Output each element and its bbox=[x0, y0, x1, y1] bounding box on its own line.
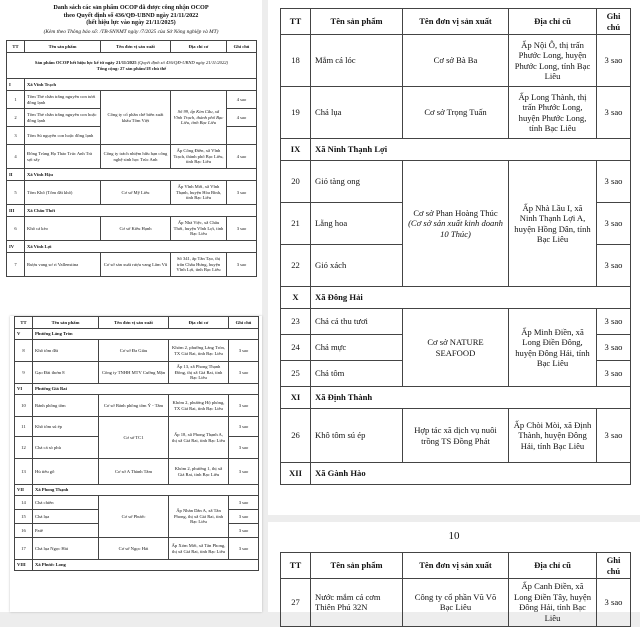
group-name: Phường Láng Tròn bbox=[33, 329, 259, 340]
col-header-producer: Tên đơn vị sản xuất bbox=[99, 317, 169, 329]
row-tt: 12 bbox=[15, 437, 33, 459]
group-name: Xã Ninh Thạnh Lợi bbox=[311, 139, 631, 161]
row-product: Tôm Thẻ chân trắng nguyên con tươi đông lạnh bbox=[25, 91, 101, 109]
group-row bbox=[15, 329, 259, 340]
col-header-tt: TT bbox=[281, 9, 311, 35]
row-address: Ấp Công Điền, xã Vĩnh Trạch, thành phố Bạc Liêu, tỉnh Bạc Liêu bbox=[171, 145, 227, 169]
row-address: Ấp 18, xã Phong Thạnh A, thị xã Giá Rai, tỉnh Bạc Liêu bbox=[169, 417, 229, 459]
row-tt: 27 bbox=[281, 579, 311, 626]
table-row bbox=[281, 579, 631, 626]
col-header-tt: TT bbox=[7, 41, 25, 53]
row-product: Chả lụa bbox=[311, 87, 403, 139]
row-product: Giỏ tàng ong bbox=[311, 161, 403, 203]
table-row bbox=[281, 87, 631, 139]
row-producer: Công ty cổ phần chế biến xuất khẩu Tôm Việt bbox=[101, 91, 171, 145]
row-product: Rượu vang sơ ri Vallenstina bbox=[25, 253, 101, 277]
row-producer: Cơ sở A Thành Tâm bbox=[99, 459, 169, 485]
row-tt: 6 bbox=[7, 217, 25, 241]
group-name: Xã Châu Thới bbox=[25, 205, 257, 217]
row-note: 3 sao bbox=[227, 217, 257, 241]
row-tt: 16 bbox=[15, 524, 33, 538]
row-tt: 2 bbox=[7, 109, 25, 127]
row-tt: 1 bbox=[7, 91, 25, 109]
row-address: Khóm 2, phường Hộ phòng, TX Giá Rai, tỉnh Bạc Liêu bbox=[169, 395, 229, 417]
row-product: Khô tôm đất bbox=[33, 340, 99, 362]
summary-line-1-decision: (Quyết định số 436/QĐ-UBND ngày 21/11/2022) bbox=[136, 59, 229, 65]
col-header-producer: Tên đơn vị sản xuất bbox=[403, 9, 509, 35]
row-note: 3 sao bbox=[229, 496, 259, 510]
row-producer: Công ty TNHH MTV Cường Mận bbox=[99, 362, 169, 384]
col-header-note: Ghi chú bbox=[597, 9, 631, 35]
row-address: Khóm 2, phường Láng Tròn, TX Giá Rai, tỉnh Bạc Liêu bbox=[169, 340, 229, 362]
doc-title-line-3: (hết hiệu lực vào ngày 21/11/2025) bbox=[86, 19, 176, 27]
row-producer: Cơ sở Ngọc Hải bbox=[99, 538, 169, 560]
group-tt: I bbox=[7, 79, 25, 91]
row-note: 3 sao bbox=[227, 253, 257, 277]
row-tt: 24 bbox=[281, 335, 311, 361]
row-tt: 17 bbox=[15, 538, 33, 560]
row-tt: 21 bbox=[281, 203, 311, 245]
row-product: Tôm Thẻ chân trắng nguyên con hoặc đông lạnh bbox=[25, 109, 101, 127]
row-product: Tôm Khô (Tôm đất khô) bbox=[25, 181, 101, 205]
group-row bbox=[281, 463, 631, 485]
row-note: 3 sao bbox=[597, 245, 631, 287]
right-document-page-2 bbox=[268, 522, 640, 623]
table-row bbox=[281, 161, 631, 203]
col-header-address: Địa chỉ cơ bbox=[171, 41, 227, 53]
row-tt: 19 bbox=[281, 87, 311, 139]
row-product: Chả cá sò phù bbox=[33, 437, 99, 459]
row-product: Khô tôm sú ép bbox=[311, 409, 403, 463]
group-tt: XI bbox=[281, 387, 311, 409]
col-header-note: Ghi chú bbox=[597, 553, 631, 579]
row-note: 3 sao bbox=[229, 362, 259, 384]
row-note: 3 sao bbox=[229, 524, 259, 538]
row-producer: Công ty trách nhiệm hữu hạn công nghệ sinh học Trúc Anh bbox=[101, 145, 171, 169]
group-name: Xã Vĩnh Trạch bbox=[25, 79, 257, 91]
row-tt: 3 bbox=[7, 127, 25, 145]
row-producer: Cơ sở TC1 bbox=[99, 417, 169, 459]
row-note: 3 sao bbox=[597, 409, 631, 463]
row-product: Hủ tiếu gõ bbox=[33, 459, 99, 485]
row-product: Giỏ xách bbox=[311, 245, 403, 287]
row-tt: 20 bbox=[281, 161, 311, 203]
row-producer: Cơ sở Kiều Hạnh bbox=[101, 217, 171, 241]
row-note: 3 sao bbox=[597, 361, 631, 387]
table-row bbox=[15, 417, 259, 437]
row-note: 3 sao bbox=[229, 437, 259, 459]
row-note: 4 sao bbox=[227, 109, 257, 127]
row-note: 3 sao bbox=[597, 203, 631, 245]
table-row bbox=[15, 395, 259, 417]
table-row bbox=[15, 362, 259, 384]
row-note: 3 sao bbox=[597, 161, 631, 203]
group-name: Xã Đông Hải bbox=[311, 287, 631, 309]
group-row bbox=[281, 139, 631, 161]
table-row bbox=[281, 309, 631, 335]
group-tt: VIII bbox=[15, 560, 33, 571]
row-producer: Cơ sở Mỹ Liêu bbox=[101, 181, 171, 205]
row-product: Khô tôm sú ép bbox=[33, 417, 99, 437]
table-row bbox=[7, 217, 257, 241]
col-header-product: Tên sản phẩm bbox=[311, 553, 403, 579]
table-row bbox=[15, 538, 259, 560]
row-tt: 26 bbox=[281, 409, 311, 463]
group-row bbox=[15, 384, 259, 395]
producer-name: Cơ sở Phan Hoàng Thúc bbox=[413, 207, 498, 218]
group-tt: X bbox=[281, 287, 311, 309]
col-header-tt: TT bbox=[281, 553, 311, 579]
row-address: Ấp Nhà Lầu I, xã Ninh Thạnh Lợi A, huyện Hồng Dân, tỉnh Bạc Liêu bbox=[509, 161, 597, 287]
row-product: Khô cá kèo bbox=[25, 217, 101, 241]
row-tt: 5 bbox=[7, 181, 25, 205]
row-product: Mắm cá lóc bbox=[311, 35, 403, 87]
row-address: Ấp Chòi Mòi, xã Định Thành, huyện Đông Hải, tỉnh Bạc Liêu bbox=[509, 409, 597, 463]
row-tt: 15 bbox=[15, 510, 33, 524]
col-header-product: Tên sản phẩm bbox=[25, 41, 101, 53]
row-address: Ấp Nhàn Dân A, xã Tân Phong, thị xã Giá Rai, tỉnh Bạc Liêu bbox=[169, 496, 229, 538]
summary-line-2: Tổng cộng: 27 sản phẩm/18 chủ thể bbox=[96, 65, 167, 71]
doc-title-line-1: Danh sách các sản phẩm OCOP đã được công nhận OCOP bbox=[53, 4, 209, 11]
group-tt: IV bbox=[7, 241, 25, 253]
row-note bbox=[227, 127, 257, 145]
row-address: Số 99, ấp Kim Cầu, xã Vĩnh Trạch, thành phố Bạc Liêu, tỉnh Bạc Liêu bbox=[171, 91, 227, 145]
row-tt: 9 bbox=[15, 362, 33, 384]
row-product: Lẵng hoa bbox=[311, 203, 403, 245]
row-producer: Hợp tác xã dịch vụ nuôi trồng TS Đồng Phát bbox=[403, 409, 509, 463]
row-tt: 11 bbox=[15, 417, 33, 437]
table-row bbox=[281, 409, 631, 463]
row-address: Ấp Vĩnh Mới, xã Vĩnh Thạnh, huyện Hòa Bình, tỉnh Bạc Liêu bbox=[171, 181, 227, 205]
table-row bbox=[7, 181, 257, 205]
row-producer: Cơ sở NATURE SEAFOOD bbox=[403, 309, 509, 387]
col-header-producer: Tên đơn vị sản xuất bbox=[101, 41, 171, 53]
group-name: Xã Vĩnh Hậu bbox=[25, 169, 257, 181]
doc-title-line-2: theo Quyết định số 436/QĐ-UBND ngày 21/11/2022 bbox=[63, 11, 199, 19]
row-product: Chả cá thu tươi bbox=[311, 309, 403, 335]
group-tt: IX bbox=[281, 139, 311, 161]
row-note: 3 sao bbox=[597, 35, 631, 87]
group-row bbox=[15, 485, 259, 496]
row-product: Đông Trùng Hạ Thảo Trúc Anh Trà sợi sấy bbox=[25, 145, 101, 169]
row-note: 3 sao bbox=[597, 335, 631, 361]
row-product: Chả lụa bbox=[33, 510, 99, 524]
row-address: Ấp Long Thành, thị trấn Phước Long, huyện Phước Long, tỉnh Bạc Liêu bbox=[509, 87, 597, 139]
group-tt: VII bbox=[15, 485, 33, 496]
row-tt: 22 bbox=[281, 245, 311, 287]
page-number: 10 bbox=[448, 530, 460, 542]
row-address: Số 341, ấp Tân Tạo, thị trấn Châu Hưng, huyện Vĩnh Lợi, tỉnh Bạc Liêu bbox=[171, 253, 227, 277]
group-tt: VI bbox=[15, 384, 33, 395]
row-tt: 13 bbox=[15, 459, 33, 485]
row-producer: Cơ sở sản xuất rượu vang Lâm Vũ bbox=[101, 253, 171, 277]
row-producer: Cơ sở Bánh phồng tôm Ý - Tâm bbox=[99, 395, 169, 417]
table-row bbox=[15, 340, 259, 362]
col-header-producer: Tên đơn vị sản xuất bbox=[403, 553, 509, 579]
row-tt: 23 bbox=[281, 309, 311, 335]
ocop-table-right bbox=[280, 8, 631, 485]
group-tt: XII bbox=[281, 463, 311, 485]
row-note: 3 sao bbox=[229, 510, 259, 524]
row-note: 3 sao bbox=[229, 340, 259, 362]
group-row bbox=[7, 169, 257, 181]
table-row bbox=[281, 35, 631, 87]
group-name: Xã Phước Long bbox=[33, 560, 259, 571]
row-tt: 14 bbox=[15, 496, 33, 510]
table-row bbox=[7, 91, 257, 109]
row-product: Chả chiên bbox=[33, 496, 99, 510]
group-name: Xã Phong Thạnh bbox=[33, 485, 259, 496]
group-tt: II bbox=[7, 169, 25, 181]
ocop-table-left-bottom bbox=[14, 316, 259, 571]
row-product: Nước mắm cá cơm Thiên Phú 32N bbox=[311, 579, 403, 626]
row-tt: 18 bbox=[281, 35, 311, 87]
row-product: Gạo Đài thơm 8 bbox=[33, 362, 99, 384]
row-address: Ấp 13, xã Phong Thạnh Đông, thị xã Giá Rai, tỉnh Bạc Liêu bbox=[169, 362, 229, 384]
row-producer: Cơ sở Phước bbox=[99, 496, 169, 538]
row-note: 3 sao bbox=[229, 538, 259, 560]
summary-line-1: Sản phẩm OCOP hết hiệu lực kể từ ngày 21/11/2025 bbox=[34, 59, 137, 65]
row-address: Ấp Minh Điền, xã Long Điền Đông, huyện Đông Hải, tỉnh Bạc Liêu bbox=[509, 309, 597, 387]
left-document-page-2 bbox=[10, 316, 262, 612]
row-address: Ấp Nhà Việc, xã Châu Thới, huyện Vĩnh Lợi, tỉnh Bạc Liêu bbox=[171, 217, 227, 241]
row-producer: Cơ sở Bà Ba bbox=[403, 35, 509, 87]
row-note: 3 sao bbox=[597, 87, 631, 139]
group-name: Xã Gành Hào bbox=[311, 463, 631, 485]
row-address: Ấp Xóm Mới, xã Tân Phong, thị xã Giá Rai, tỉnh Bạc Liêu bbox=[169, 538, 229, 560]
col-header-note: Ghi chú bbox=[229, 317, 259, 329]
col-header-address: Địa chỉ cũ bbox=[509, 553, 597, 579]
group-row bbox=[7, 241, 257, 253]
row-product: Chả tôm bbox=[311, 361, 403, 387]
row-address: Ấp Canh Điền, xã Long Điền Tây, huyện Đông Hải, tỉnh Bạc Liêu bbox=[509, 579, 597, 626]
row-producer: Cơ sở Trọng Tuấn bbox=[403, 87, 509, 139]
row-note: 3 sao bbox=[229, 395, 259, 417]
summary-cell bbox=[7, 53, 257, 79]
row-note: 3 sao bbox=[597, 579, 631, 626]
row-tt: 8 bbox=[15, 340, 33, 362]
row-note: 3 sao bbox=[227, 181, 257, 205]
row-address: Ấp Nội Ô, thị trấn Phước Long, huyện Phước Long, tỉnh Bạc Liêu bbox=[509, 35, 597, 87]
row-producer bbox=[403, 161, 509, 287]
row-address: Khóm 2, phường 1, thị xã Giá Rai, tỉnh Bạc Liêu bbox=[169, 459, 229, 485]
table-row bbox=[15, 459, 259, 485]
producer-note: (Cơ sở sản xuất kinh doanh 10 Thúc) bbox=[408, 218, 503, 239]
row-producer: Công ty cổ phần Vũ Võ Bạc Liêu bbox=[403, 579, 509, 626]
row-product: Chả lụa Ngọc Hải bbox=[33, 538, 99, 560]
row-producer: Cơ sở Đa Giàu bbox=[99, 340, 169, 362]
group-tt: III bbox=[7, 205, 25, 217]
doc-note: (Kèm theo Thông báo số: /TB-SNNMT ngày /7/2025 của Sở Nông nghiệp và MT) bbox=[43, 28, 219, 35]
row-product: Patê bbox=[33, 524, 99, 538]
col-header-address: Địa chỉ cơ bbox=[169, 317, 229, 329]
group-name: Phường Giá Rai bbox=[33, 384, 259, 395]
group-row bbox=[281, 287, 631, 309]
col-header-product: Tên sản phẩm bbox=[311, 9, 403, 35]
group-name: Xã Định Thành bbox=[311, 387, 631, 409]
row-tt: 7 bbox=[7, 253, 25, 277]
row-note: 4 sao bbox=[227, 145, 257, 169]
row-note: 3 sao bbox=[229, 417, 259, 437]
col-header-product: Tên sản phẩm bbox=[33, 317, 99, 329]
row-tt: 4 bbox=[7, 145, 25, 169]
row-product: Bánh phồng tôm bbox=[33, 395, 99, 417]
row-note: 3 sao bbox=[597, 309, 631, 335]
row-tt: 10 bbox=[15, 395, 33, 417]
row-product: Chả mực bbox=[311, 335, 403, 361]
row-product: Tôm Sú nguyên con hoặc đông lạnh bbox=[25, 127, 101, 145]
table-row bbox=[7, 253, 257, 277]
group-row bbox=[281, 387, 631, 409]
ocop-table-left-top bbox=[6, 40, 257, 277]
ocop-table-right-page-10 bbox=[280, 552, 631, 627]
col-header-tt: TT bbox=[15, 317, 33, 329]
group-row bbox=[7, 79, 257, 91]
row-tt: 25 bbox=[281, 361, 311, 387]
row-note: 3 sao bbox=[229, 459, 259, 485]
right-document-page bbox=[268, 0, 640, 515]
col-header-note: Ghi chú bbox=[227, 41, 257, 53]
table-row bbox=[7, 145, 257, 169]
group-row bbox=[15, 560, 259, 571]
col-header-address: Địa chỉ cũ bbox=[509, 9, 597, 35]
group-row bbox=[7, 205, 257, 217]
group-name: Xã Vĩnh Lợi bbox=[25, 241, 257, 253]
row-note: 4 sao bbox=[227, 91, 257, 109]
table-row bbox=[15, 496, 259, 510]
group-tt: V bbox=[15, 329, 33, 340]
